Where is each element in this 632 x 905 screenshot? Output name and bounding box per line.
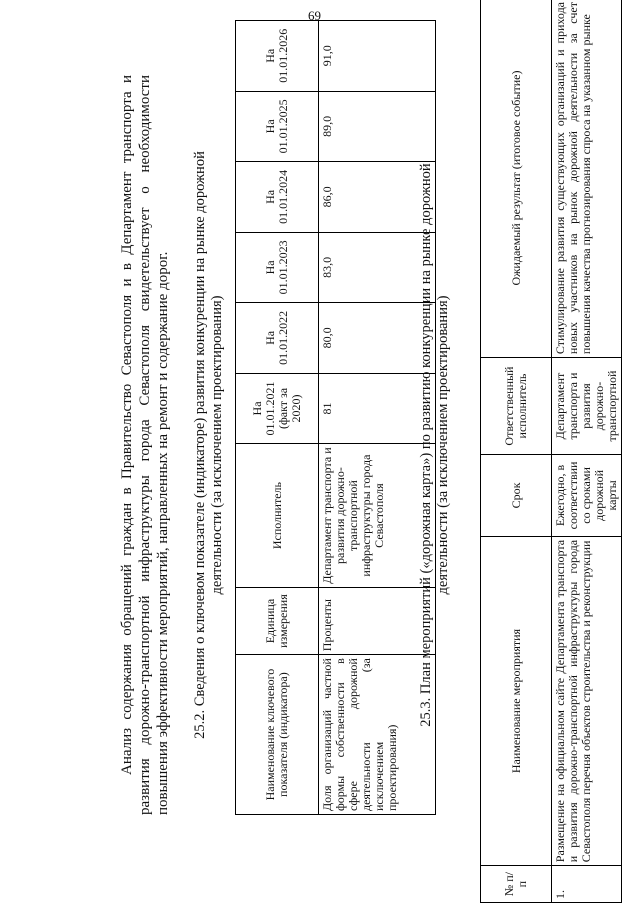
table-header-row (481, 0, 552, 903)
table-cell: 1. (552, 866, 622, 903)
column-header: № п/п (481, 866, 552, 903)
table-cell: Проценты (319, 587, 436, 654)
page-number: 69 (308, 8, 321, 23)
column-header: Срок (481, 454, 552, 536)
table-row (552, 0, 622, 903)
column-header: На 01.01.2023 (236, 232, 319, 303)
table-cell: Размещение на официальном сайте Департамента транспорта и развития дорожно-транспортной инфраструктуры города Севастополя перечня объектов строительства и реконструкции (552, 536, 622, 865)
section-heading-roadmap: 25.3. План мероприятий («дорожная карта») по развитию конкуренции на рынке дорожной деятельности (за исключением проектирования) (418, 163, 451, 727)
table-cell: 80,0 (319, 303, 436, 374)
column-header: Единица измерения (236, 587, 319, 654)
column-header: На 01.01.2022 (236, 303, 319, 374)
table-cell: Стимулирование развития существующих организаций и прихода новых участников на рынок дорожной деятельности за счет повышения качества прогнозирования спроса на указанном рынке (552, 0, 622, 358)
table-cell: Доля организаций частной формы собственности в сфере дорожной деятельности (за исключением проектирования) (319, 655, 436, 815)
section-heading-indicator: 25.2. Сведения о ключевом показателе (индикаторе) развития конкуренции на рынке дорожной деятельности (за исключением проектирования) (192, 151, 225, 739)
table-cell: Департамент транспорта и развития дорожно-транспортной (552, 358, 622, 455)
column-header: Наименование мероприятия (481, 536, 552, 865)
table-cell: Департамент транспорта и развития дорожно-транспортной инфраструктуры города Севастополя (319, 444, 436, 588)
table-header-row (236, 21, 319, 815)
table-cell: 91,0 (319, 21, 436, 92)
indicator-table (235, 20, 436, 815)
table-cell: 81 (319, 373, 436, 444)
table-cell: 89,0 (319, 91, 436, 162)
table-cell: 83,0 (319, 232, 436, 303)
column-header: На 01.01.2026 (236, 21, 319, 92)
table-cell: 86,0 (319, 162, 436, 233)
table-cell: Ежегодно, в соответствии со сроками дорожной карты (552, 454, 622, 536)
column-header: Ожидаемый результат (итоговое событие) (481, 0, 552, 358)
roadmap-table (480, 0, 622, 903)
column-header: На 01.01.2021 (факт за 2020) (236, 373, 319, 444)
column-header: Наименование ключевого показателя (индикатора) (236, 655, 319, 815)
column-header: Ответственный исполнитель (481, 358, 552, 455)
intro-paragraph: Анализ содержания обращений граждан в Правительство Севастополя и в Департамент транспорта и развития дорожно-транспортной инфраструктуры города Севастополя свидетельствует о необходимости повышения эффективности мероприятий, направленных на ремонт и содержание дорог. (119, 75, 171, 815)
column-header: Исполнитель (236, 444, 319, 588)
column-header: На 01.01.2025 (236, 91, 319, 162)
column-header: На 01.01.2024 (236, 162, 319, 233)
